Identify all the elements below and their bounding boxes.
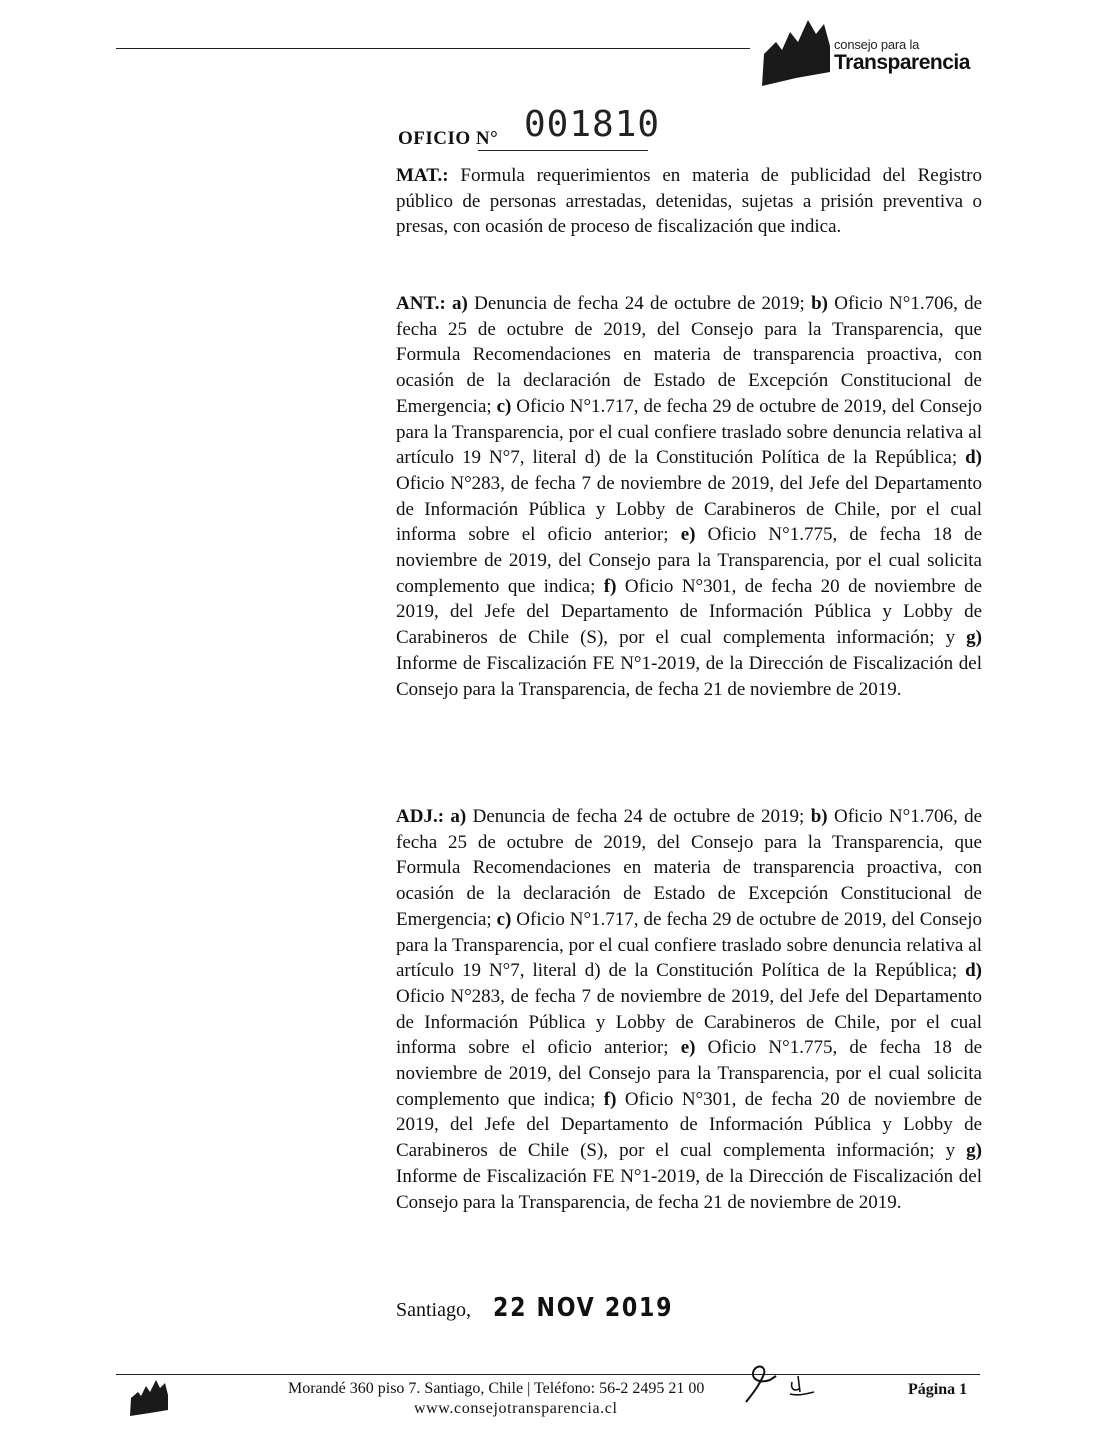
ant-item-mark: f) xyxy=(603,575,617,597)
oficio-label: OFICIO N° xyxy=(398,128,499,149)
adj-item-text: Denuncia de fecha 24 de octubre de 2019; xyxy=(472,806,805,827)
adj-item-text: Oficio N°283, de fecha 7 de noviembre de 2019, del Jefe del Departamento de Información Pública y Lobby de Carabineros de Chile, por el cual informa sobre el oficio anterior; xyxy=(396,985,982,1059)
ant-item-text: Oficio N°301, de fecha 20 de noviembre de 2019, del Jefe del Departamento de Información Pública y Lobby de Carabineros de Chile (S), por el cual complementa información; xyxy=(396,575,983,649)
adj-item-text: Informe de Fiscalización FE N°1-2019, de la Dirección de Fiscalización del Consejo para la Transparencia, de fecha 21 de noviembre de 2019. xyxy=(396,1165,982,1213)
ant-item-mark: a) xyxy=(452,293,468,314)
ant-item-text: Denuncia de fecha 24 de octubre de 2019; xyxy=(474,293,805,314)
ant-item-text: Oficio N°1.717, de fecha 29 de octubre de 2019, del Consejo para la Transparencia, por el cual confiere traslado sobre denuncia relativa al artículo 19 N°7, literal d) de la Constitución Política de la República; xyxy=(396,395,982,469)
mat-section xyxy=(396,163,982,240)
handwritten-initials-icon xyxy=(740,1362,820,1406)
ant-item-mark: b) xyxy=(811,293,828,314)
oficio-heading xyxy=(398,104,668,154)
adj-item-mark: a) xyxy=(450,806,467,827)
oficio-number: 001810 xyxy=(524,104,661,145)
ant-item-text: Oficio N°1.775, de fecha 18 de noviembre de 2019, del Consejo para la Transparencia, por el cual solicita complemento que indica; xyxy=(396,524,983,597)
date-stamp: 22 NOV 2019 xyxy=(493,1293,674,1323)
footer-logo-icon xyxy=(128,1378,174,1418)
adj-item-mark: d) xyxy=(965,960,982,982)
page-number: Página 1 xyxy=(908,1381,968,1398)
footer-address: Morandé 360 piso 7. Santiago, Chile | Teléfono: 56-2 2495 21 00 xyxy=(288,1380,705,1397)
adj-section: ADJ.: a) Denuncia de fecha 24 de octubre de 2019; b) Oficio N°1.706, de fecha 25 de octubre de 2019, del Consejo para la Transparencia, que Formula Recomendaciones en materia de transparencia proactiva, con ocasión de la declaración de Estado de Excepción Constitucional de Emergencia; c) Oficio N°1.717, de fecha 29 de octubre de 2019, del Consejo para la Transparencia, por el cual confiere traslado sobre denuncia relativa al artículo 19 N°7, literal d) de la Constitución Política de la República; d) Oficio N°283, de fecha 7 de noviembre de 2019, del Jefe del Departamento de Información Pública y Lobby de Carabineros de Chile, por el cual informa sobre el oficio anterior; e) Oficio N°1.775, de fecha 18 de noviembre de 2019, del Consejo para la Transparencia, por el cual solicita complemento que indica; f) Oficio N°301, de fecha 20 de noviembre de 2019, del Jefe del Departamento de Información Pública y Lobby de Carabineros de Chile (S), por el cual complementa información; y g) Informe de Fiscalización FE N°1-2019, de la Dirección de Fiscalización del Consejo para la Transparencia, de fecha 21 de noviembre de 2019. xyxy=(396,806,983,1213)
place: Santiago, xyxy=(396,1299,471,1321)
header-rule xyxy=(116,48,750,49)
adj-item-text: Oficio N°1.717, de fecha 29 de octubre de 2019, del Consejo para la Transparencia, por el cual confiere traslado sobre denuncia relativa al artículo 19 N°7, literal d) de la Constitución Política de la República; xyxy=(396,908,982,982)
adj-item-mark: f) xyxy=(603,1088,617,1110)
adj-label: ADJ.: xyxy=(396,806,445,827)
footer-rule xyxy=(116,1374,980,1375)
ant-item-mark: d) xyxy=(965,447,982,469)
adj-item-text: Oficio N°1.706, de fecha 25 de octubre de 2019, del Consejo para la Transparencia, que Formula Recomendaciones en materia de transparencia proactiva, con ocasión de la declaración de Estado de Excepción Constitucional de Emergencia; xyxy=(396,806,983,930)
consejo-logo-text xyxy=(834,38,970,73)
ant-item-text: Oficio N°1.706, de fecha 25 de octubre de 2019, del Consejo para la Transparencia, que Formula Recomendaciones en materia de transparencia proactiva, con ocasión de la declaración de Estado de Excepción Constitucional de Emergencia; xyxy=(396,293,983,417)
ant-item-mark: g) xyxy=(966,627,982,649)
logo-name: Transparencia xyxy=(834,51,970,74)
place-date-line xyxy=(396,1293,705,1323)
footer-website: www.consejotransparencia.cl xyxy=(414,1400,618,1417)
adj-item-text: Oficio N°1.775, de fecha 18 de noviembre de 2019, del Consejo para la Transparencia, por el cual solicita complemento que indica; xyxy=(396,1037,983,1110)
ant-item-text: Informe de Fiscalización FE N°1-2019, de la Dirección de Fiscalización del Consejo para la Transparencia, de fecha 21 de noviembre de 2019. xyxy=(396,652,982,700)
mat-label: MAT.: xyxy=(396,165,449,186)
adj-item-text: Oficio N°301, de fecha 20 de noviembre de 2019, del Jefe del Departamento de Información Pública y Lobby de Carabineros de Chile (S), por el cual complementa información; xyxy=(396,1088,983,1162)
logo-tagline: consejo para la xyxy=(834,37,920,52)
ant-section: ANT.: a) Denuncia de fecha 24 de octubre de 2019; b) Oficio N°1.706, de fecha 25 de octubre de 2019, del Consejo para la Transparencia, que Formula Recomendaciones en materia de transparencia proactiva, con ocasión de la declaración de Estado de Excepción Constitucional de Emergencia; c) Oficio N°1.717, de fecha 29 de octubre de 2019, del Consejo para la Transparencia, por el cual confiere traslado sobre denuncia relativa al artículo 19 N°7, literal d) de la Constitución Política de la República; d) Oficio N°283, de fecha 7 de noviembre de 2019, del Jefe del Departamento de Información Pública y Lobby de Carabineros de Chile, por el cual informa sobre el oficio anterior; e) Oficio N°1.775, de fecha 18 de noviembre de 2019, del Consejo para la Transparencia, por el cual solicita complemento que indica; f) Oficio N°301, de fecha 20 de noviembre de 2019, del Jefe del Departamento de Información Pública y Lobby de Carabineros de Chile (S), por el cual complementa información; y g) Informe de Fiscalización FE N°1-2019, de la Dirección de Fiscalización del Consejo para la Transparencia, de fecha 21 de noviembre de 2019. xyxy=(396,293,983,700)
adj-item-mark: c) xyxy=(496,908,512,930)
adj-item-mark: g) xyxy=(966,1140,982,1162)
consejo-logo-icon xyxy=(760,16,836,88)
ant-label: ANT.: xyxy=(396,293,446,314)
ant-item-text: Oficio N°283, de fecha 7 de noviembre de 2019, del Jefe del Departamento de Información Pública y Lobby de Carabineros de Chile, por el cual informa sobre el oficio anterior; xyxy=(396,472,982,546)
ant-item-mark: e) xyxy=(680,524,696,546)
adj-item-mark: b) xyxy=(810,806,828,827)
ant-item-mark: c) xyxy=(496,395,512,417)
mat-text: Formula requerimientos en materia de publicidad del Registro público de personas arrestadas, detenidas, sujetas a prisión preventiva o presas, con ocasión de proceso de fiscalización que indica. xyxy=(396,165,983,238)
oficio-underline xyxy=(478,150,648,151)
adj-item-mark: e) xyxy=(680,1037,696,1059)
